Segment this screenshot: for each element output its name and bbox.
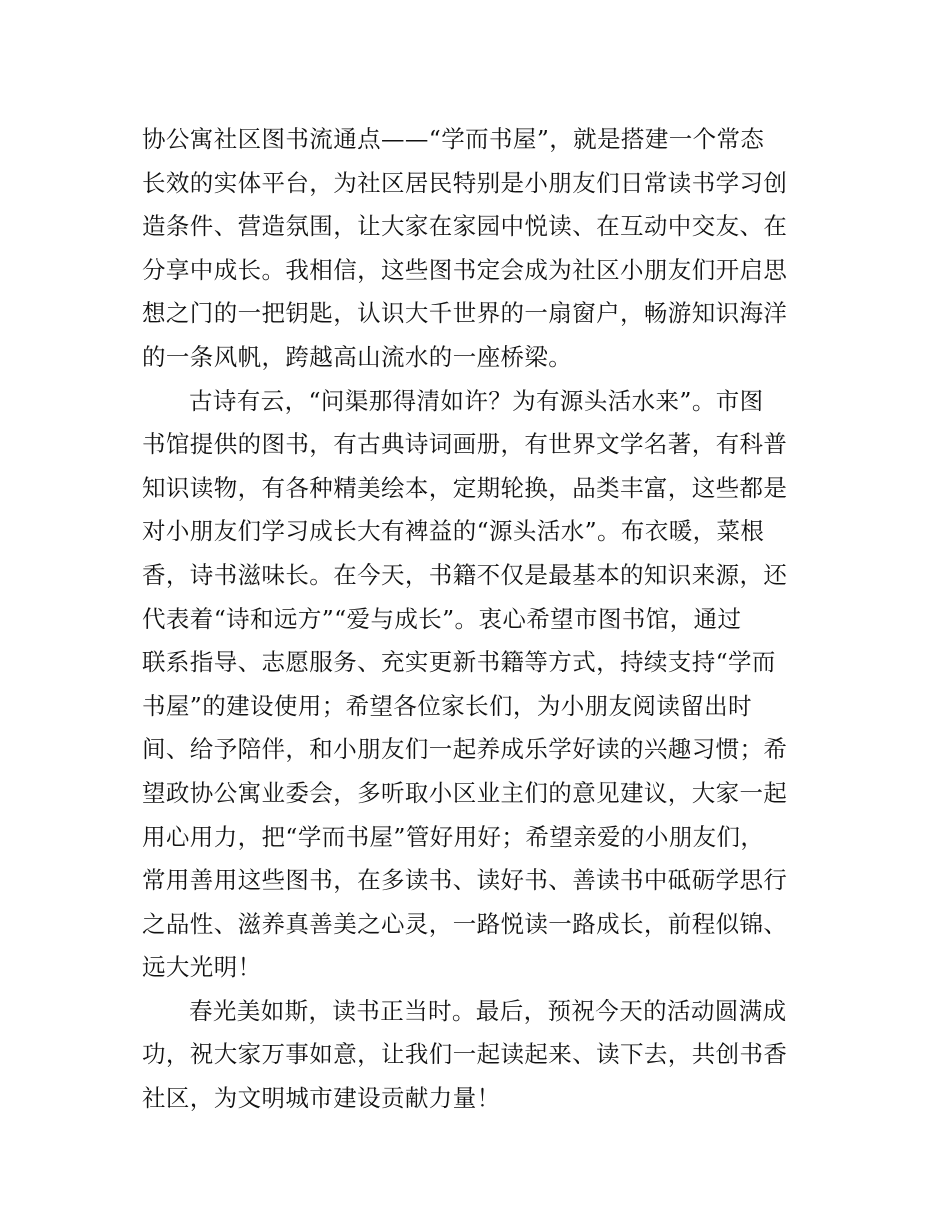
text-line: 古诗有云，“问渠那得清如许？为有源头活水来”。市图	[189, 386, 764, 415]
text-line: 协公寓社区图书流通点——“学而书屋”，就是搭建一个常态	[142, 125, 765, 153]
text-line: 用心用力，把“学而书屋”管好用好；希望亲爱的小朋友们，	[142, 822, 765, 851]
text-line: 功，祝大家万事如意，让我们一起读起来、读下去，共创书香	[142, 1040, 788, 1069]
paragraph-3	[142, 990, 822, 1121]
text-line: 香，诗书滋味长。在今天，书籍不仅是最基本的知识来源，还	[142, 560, 788, 589]
document-body	[142, 118, 822, 1121]
text-line: 想之门的一把钥匙，认识大千世界的一扇窗户，畅游知识海洋	[142, 299, 788, 328]
text-line: 社区，为文明城市建设贡献力量！	[142, 1084, 501, 1113]
text-line: 望政协公寓业委会，多听取小区业主们的意见建议，大家一起	[142, 778, 788, 807]
text-line: 间、给予陪伴，和小朋友们一起养成乐学好读的兴趣习惯；希	[142, 735, 788, 764]
text-line: 书馆提供的图书，有古典诗词画册，有世界文学名著，有科普	[142, 430, 788, 459]
text-line: 的一条风帆，跨越高山流水的一座桥梁。	[142, 342, 573, 371]
text-line: 造条件、营造氛围，让大家在家园中悦读、在互动中交友、在	[142, 212, 788, 241]
text-line: 之品性、滋养真善美之心灵，一路悦读一路成长，前程似锦、	[142, 909, 788, 938]
text-line: 远大光明！	[142, 953, 262, 982]
paragraph-2	[142, 380, 822, 990]
paragraph-1	[142, 118, 822, 380]
text-line: 分享中成长。我相信，这些图书定会成为社区小朋友们开启思	[142, 255, 788, 284]
text-line: 联系指导、志愿服务、充实更新书籍等方式，持续支持“学而	[142, 648, 776, 677]
text-line: 春光美如斯，读书正当时。最后，预祝今天的活动圆满成	[189, 996, 787, 1025]
text-line: 代表着“诗和远方”“爱与成长”。衷心希望市图书馆，通过	[142, 604, 742, 633]
text-line: 知识读物，有各种精美绘本，定期轮换，品类丰富，这些都是	[142, 473, 788, 502]
text-line: 长效的实体平台，为社区居民特别是小朋友们日常读书学习创	[142, 168, 788, 197]
text-line: 对小朋友们学习成长大有裨益的“源头活水”。布衣暖，菜根	[142, 517, 765, 546]
text-line: 常用善用这些图书，在多读书、读好书、善读书中砥砺学思行	[142, 866, 788, 895]
text-line: 书屋”的建设使用；希望各位家长们，为小朋友阅读留出时	[142, 691, 752, 720]
